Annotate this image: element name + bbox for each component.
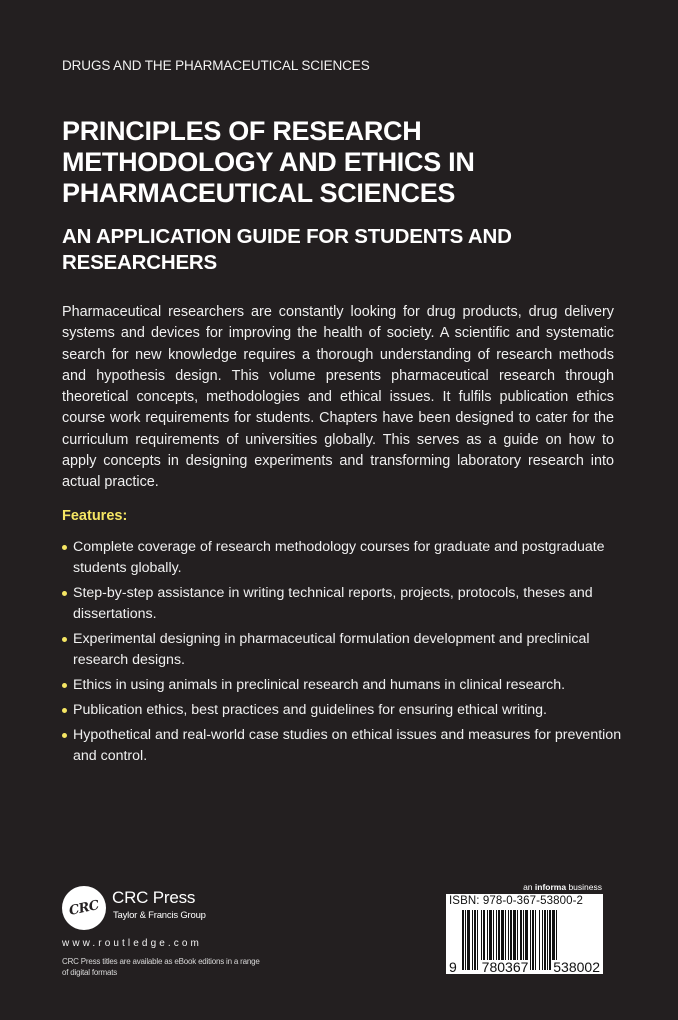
feature-text: Publication ethics, best practices and guidelines for ensuring ethical writing. — [73, 702, 547, 718]
feature-item — [62, 583, 622, 625]
barcode-digits — [448, 960, 601, 974]
feature-item — [62, 537, 622, 579]
barcode-digit-lead: 9 — [449, 959, 457, 975]
publisher-website: www.routledge.com — [62, 938, 202, 949]
feature-text: Step-by-step assistance in writing technical reports, projects, protocols, theses and dissertations. — [73, 585, 593, 622]
features-list — [62, 537, 622, 771]
features-heading: Features: — [62, 508, 128, 524]
publisher-block — [62, 886, 262, 986]
feature-text: Hypothetical and real-world case studies on ethical issues and measures for prevention and control. — [73, 727, 622, 764]
feature-item — [62, 725, 622, 767]
bullet-icon — [62, 637, 67, 642]
book-title: PRINCIPLES OF RESEARCH METHODOLOGY AND ETHICS IN PHARMACEUTICAL SCIENCES — [62, 116, 475, 208]
bullet-icon — [62, 708, 67, 713]
barcode — [446, 894, 603, 974]
feature-text: Complete coverage of research methodology courses for graduate and postgraduate students globally. — [73, 539, 605, 576]
feature-text: Ethics in using animals in preclinical research and humans in clinical research. — [73, 677, 566, 693]
barcode-digit-right: 538002 — [553, 959, 600, 975]
ebook-note: CRC Press titles are available as eBook editions in a range of digital formats — [62, 957, 260, 977]
feature-item — [62, 700, 622, 721]
isbn-label: ISBN: 978-0-367-53800-2 — [449, 895, 583, 907]
publisher-group: Taylor & Francis Group — [113, 910, 206, 921]
informa-brand: informa — [534, 882, 567, 892]
crc-logo-icon — [62, 886, 106, 930]
book-description: Pharmaceutical researchers are constantly looking for drug products, drug delivery systems and devices for improving the health of society. A scientific and systematic search for new knowledge requires a thorough understanding of research methods and hypothesis design. This volume presents pharmaceutical research through theoretical concepts, methodologies and ethical issues. It fulfils publication ethics course work requirements for students. Chapters have been designed to cater for the curriculum requirements of universities globally. This serves as a guide on how to apply concepts in designing experiments and transforming laboratory research into actual practice. — [62, 304, 614, 491]
crc-logo-text: CRC — [67, 897, 101, 919]
bullet-icon — [62, 683, 67, 688]
feature-item — [62, 675, 622, 696]
feature-text: Experimental designing in pharmaceutical formulation development and preclinical research designs. — [73, 631, 590, 668]
book-subtitle: AN APPLICATION GUIDE FOR STUDENTS AND RESEARCHERS — [62, 225, 512, 274]
series-name: DRUGS AND THE PHARMACEUTICAL SCIENCES — [62, 58, 370, 73]
bullet-icon — [62, 545, 67, 550]
barcode-digit-left: 780367 — [481, 959, 529, 975]
publisher-name: CRC Press — [112, 888, 196, 907]
bullet-icon — [62, 591, 67, 596]
feature-item — [62, 629, 622, 671]
informa-tagline: an informa business — [523, 882, 602, 892]
bullet-icon — [62, 733, 67, 738]
